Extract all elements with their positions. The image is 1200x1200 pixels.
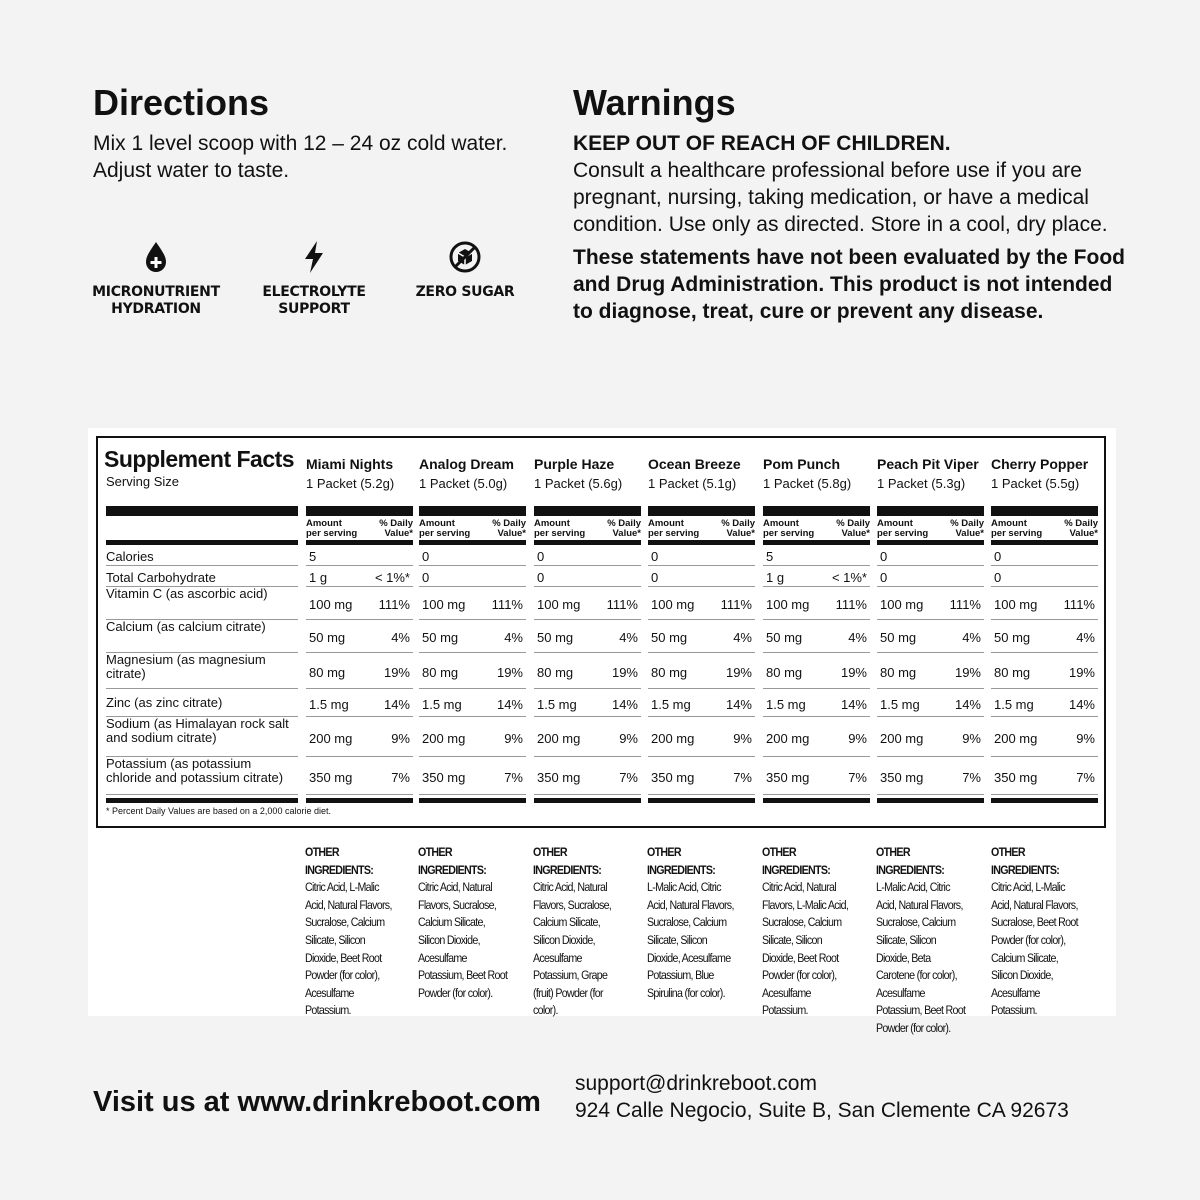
row-divider	[306, 794, 413, 795]
amount-value: 50 mg	[651, 630, 688, 645]
row-divider	[991, 652, 1098, 653]
amount-value: 350 mg	[766, 769, 810, 785]
row-divider	[763, 756, 870, 757]
droplet-plus-icon	[139, 240, 173, 274]
daily-value: < 1%*	[831, 569, 867, 585]
amount-value: 200 mg	[880, 730, 924, 746]
nutrient-label: Sodium (as Himalayan rock salt and sodium citrate)	[106, 716, 289, 745]
badge-label-line2: SUPPORT	[278, 301, 350, 317]
daily-value: 4%	[733, 630, 752, 645]
row-divider	[419, 565, 526, 566]
amount-value: 200 mg	[994, 730, 1038, 746]
amount-value: 350 mg	[651, 769, 695, 785]
amount-value: 80 mg	[309, 664, 346, 680]
daily-value: 14%	[383, 697, 410, 712]
thick-divider	[877, 506, 984, 516]
ingredients-heading: OTHER INGREDIENTS:	[305, 845, 374, 877]
daily-value-header: % Daily	[1064, 518, 1098, 529]
daily-value-header: % Daily	[950, 518, 984, 529]
row-divider	[877, 716, 984, 717]
serving-size-label: Serving Size	[106, 474, 179, 489]
amount-value: 80 mg	[651, 664, 688, 680]
amount-per-serving-header: Amount	[877, 518, 913, 529]
daily-value: 14%	[840, 697, 867, 712]
amount-per-serving-header: per serving	[763, 528, 815, 539]
lightning-bolt-icon	[297, 240, 331, 274]
nutrient-label: Calories	[106, 549, 154, 564]
nutrient-label: Magnesium (as magnesium citrate)	[106, 652, 266, 681]
product-serving-size: 1 Packet (5.0g)	[419, 476, 508, 491]
daily-value: 19%	[1068, 664, 1095, 680]
row-divider	[763, 565, 870, 566]
row-divider	[648, 619, 755, 620]
row-divider	[648, 716, 755, 717]
amount-value: 100 mg	[309, 597, 353, 612]
product-name: Miami Nights	[306, 456, 394, 472]
row-divider	[419, 619, 526, 620]
row-divider	[306, 586, 413, 587]
product-name: Ocean Breeze	[648, 456, 741, 472]
daily-value-header: % Daily	[607, 518, 641, 529]
daily-value: 111%	[491, 597, 523, 612]
amount-value: 80 mg	[537, 664, 574, 680]
amount-value: 5	[309, 548, 317, 564]
row-divider	[877, 756, 984, 757]
thick-divider	[306, 798, 413, 803]
amount-per-serving-header: Amount	[648, 518, 684, 529]
badge-label-line1: ZERO SUGAR	[415, 284, 515, 300]
thick-divider	[877, 540, 984, 545]
daily-value-header: % Daily	[492, 518, 526, 529]
product-name: Cherry Popper	[991, 456, 1089, 472]
daily-value: 9%	[391, 730, 410, 746]
daily-value: 9%	[962, 730, 981, 746]
daily-value: 9%	[848, 730, 867, 746]
ingredients-list	[647, 844, 740, 1002]
thick-divider	[106, 506, 298, 516]
daily-value-header: Value*	[384, 528, 413, 539]
row-divider	[534, 688, 641, 689]
row-divider	[106, 794, 298, 795]
footnote: * Percent Daily Values are based on a 2,000 calorie diet.	[106, 806, 331, 816]
amount-value: 200 mg	[422, 730, 466, 746]
daily-value: 111%	[606, 597, 638, 612]
nutrient-label: Total Carbohydrate	[106, 570, 216, 585]
thick-divider	[306, 540, 413, 545]
badge-electrolyte-support	[239, 240, 389, 318]
row-divider	[534, 586, 641, 587]
row-divider	[877, 688, 984, 689]
thick-divider	[534, 506, 641, 516]
daily-value: 19%	[611, 664, 638, 680]
thick-divider	[648, 798, 755, 803]
amount-value: 50 mg	[309, 630, 346, 645]
daily-value: 7%	[1076, 769, 1095, 785]
daily-value: 4%	[391, 630, 410, 645]
amount-value: 0	[651, 569, 659, 585]
row-divider	[763, 716, 870, 717]
amount-value: 1.5 mg	[651, 697, 691, 712]
nutrient-label: Potassium (as potassium chloride and potassium citrate)	[106, 756, 284, 785]
ingredients-text: L-Malic Acid, Citric Acid, Natural Flavors, Sucralose, Calcium Silicate, Silicon Dioxide, Acesulfame Potassium, Blue Spirulina (for color).	[647, 880, 734, 1000]
row-divider	[534, 652, 641, 653]
thick-divider	[991, 540, 1098, 545]
thick-divider	[534, 540, 641, 545]
product-name: Peach Pit Viper	[877, 456, 979, 472]
row-divider	[419, 756, 526, 757]
ingredients-text: Citric Acid, L-Malic Acid, Natural Flavors, Sucralose, Calcium Silicate, Silicon Dioxide, Beet Root Powder (for color), Acesulfame Potassium.	[305, 880, 392, 1018]
amount-per-serving-header: per serving	[419, 528, 471, 539]
visit-website-text: Visit us at www.drinkreboot.com	[93, 1086, 541, 1118]
badge-zero-sugar	[390, 240, 540, 301]
amount-value: 100 mg	[422, 597, 466, 612]
row-divider	[534, 794, 641, 795]
ingredients-list	[876, 844, 969, 1038]
row-divider	[763, 688, 870, 689]
daily-value: 7%	[733, 769, 752, 785]
consult-warning: Consult a healthcare professional before use if you are pregnant, nursing, taking medication, or have a medical condition. Use only as directed. Store in a cool, dry place.	[573, 159, 1108, 236]
amount-value: 100 mg	[880, 597, 924, 612]
daily-value: 19%	[840, 664, 867, 680]
nutrient-label: Zinc (as zinc citrate)	[106, 695, 223, 710]
directions-text: Mix 1 level scoop with 12 – 24 oz cold water. Adjust water to taste.	[93, 132, 508, 182]
row-divider	[648, 794, 755, 795]
row-divider	[419, 688, 526, 689]
amount-value: 200 mg	[766, 730, 810, 746]
fda-disclaimer: These statements have not been evaluated by the Food and Drug Administration. This product is not intended to diagnose, treat, cure or prevent any disease.	[573, 246, 1125, 323]
row-divider	[991, 756, 1098, 757]
daily-value: 19%	[496, 664, 523, 680]
amount-value: 350 mg	[994, 769, 1038, 785]
amount-value: 80 mg	[766, 664, 803, 680]
amount-value: 5	[766, 548, 774, 564]
daily-value: 111%	[1063, 597, 1095, 612]
badge-label-line2: HYDRATION	[111, 301, 201, 317]
daily-value: 4%	[962, 630, 981, 645]
row-divider	[763, 586, 870, 587]
supplement-facts-table	[96, 436, 1106, 828]
thick-divider	[106, 798, 298, 803]
directions-title: Directions	[93, 82, 270, 123]
row-divider	[306, 565, 413, 566]
row-divider	[991, 586, 1098, 587]
product-name: Analog Dream	[419, 456, 514, 472]
daily-value: < 1%*	[374, 569, 410, 585]
amount-value: 50 mg	[880, 630, 917, 645]
product-serving-size: 1 Packet (5.2g)	[306, 476, 395, 491]
thick-divider	[763, 506, 870, 516]
amount-value: 0	[537, 548, 545, 564]
ingredients-list	[991, 844, 1084, 1020]
row-divider	[534, 565, 641, 566]
amount-value: 1.5 mg	[537, 697, 577, 712]
badge-label-line1: MICRONUTRIENT	[92, 284, 220, 300]
daily-value-header: Value*	[612, 528, 641, 539]
warnings-title: Warnings	[573, 82, 736, 123]
row-divider	[306, 716, 413, 717]
daily-value: 14%	[1068, 697, 1095, 712]
daily-value: 19%	[725, 664, 752, 680]
product-serving-size: 1 Packet (5.5g)	[991, 476, 1080, 491]
amount-value: 200 mg	[309, 730, 353, 746]
amount-per-serving-header: per serving	[306, 528, 358, 539]
amount-per-serving-header: Amount	[991, 518, 1027, 529]
amount-value: 50 mg	[994, 630, 1031, 645]
ingredients-list	[305, 844, 398, 1020]
ingredients-heading: OTHER INGREDIENTS:	[876, 845, 945, 877]
amount-value: 1.5 mg	[309, 697, 349, 712]
amount-per-serving-header: per serving	[534, 528, 586, 539]
row-divider	[763, 794, 870, 795]
supplement-facts-title: Supplement Facts	[104, 446, 295, 472]
amount-per-serving-header: Amount	[306, 518, 342, 529]
row-divider	[877, 565, 984, 566]
row-divider	[106, 688, 298, 689]
amount-value: 350 mg	[537, 769, 581, 785]
amount-value: 1.5 mg	[880, 697, 920, 712]
daily-value: 111%	[949, 597, 981, 612]
daily-value: 7%	[504, 769, 523, 785]
row-divider	[763, 619, 870, 620]
amount-value: 80 mg	[880, 664, 917, 680]
row-divider	[763, 652, 870, 653]
daily-value: 14%	[611, 697, 638, 712]
daily-value: 14%	[496, 697, 523, 712]
amount-value: 100 mg	[651, 597, 695, 612]
daily-value: 4%	[1076, 630, 1095, 645]
daily-value: 7%	[848, 769, 867, 785]
ingredients-heading: OTHER INGREDIENTS:	[991, 845, 1060, 877]
row-divider	[877, 652, 984, 653]
thick-divider	[306, 506, 413, 516]
row-divider	[877, 619, 984, 620]
amount-value: 200 mg	[651, 730, 695, 746]
amount-value: 50 mg	[766, 630, 803, 645]
amount-value: 100 mg	[994, 597, 1038, 612]
row-divider	[534, 716, 641, 717]
daily-value-header: Value*	[1069, 528, 1098, 539]
row-divider	[534, 619, 641, 620]
amount-value: 350 mg	[880, 769, 924, 785]
keep-out-warning: KEEP OUT OF REACH OF CHILDREN.	[573, 132, 951, 155]
thick-divider	[648, 506, 755, 516]
ingredients-heading: OTHER INGREDIENTS:	[647, 845, 716, 877]
daily-value: 7%	[619, 769, 638, 785]
amount-value: 350 mg	[422, 769, 466, 785]
amount-value: 0	[880, 569, 888, 585]
ingredients-text: Citric Acid, Natural Flavors, Sucralose, Calcium Silicate, Silicon Dioxide, Acesulfame Potassium, Grape (fruit) Powder (for color).	[533, 880, 612, 1018]
row-divider	[877, 586, 984, 587]
daily-value: 7%	[391, 769, 410, 785]
amount-value: 1.5 mg	[422, 697, 462, 712]
thick-divider	[991, 798, 1098, 803]
row-divider	[106, 565, 298, 566]
product-name: Purple Haze	[534, 456, 615, 472]
daily-value: 14%	[725, 697, 752, 712]
row-divider	[877, 794, 984, 795]
amount-value: 50 mg	[537, 630, 574, 645]
row-divider	[419, 794, 526, 795]
product-serving-size: 1 Packet (5.3g)	[877, 476, 966, 491]
daily-value: 7%	[962, 769, 981, 785]
row-divider	[419, 652, 526, 653]
row-divider	[534, 756, 641, 757]
thick-divider	[106, 540, 298, 545]
ingredients-text: Citric Acid, Natural Flavors, Sucralose, Calcium Silicate, Silicon Dioxide, Acesulfame Potassium, Beet Root Powder (for color).	[418, 880, 508, 1000]
warnings-section	[573, 82, 1133, 325]
daily-value: 19%	[954, 664, 981, 680]
contact-info	[575, 1070, 1069, 1124]
row-divider	[306, 652, 413, 653]
daily-value: 111%	[720, 597, 752, 612]
daily-value-header: % Daily	[721, 518, 755, 529]
amount-value: 80 mg	[994, 664, 1031, 680]
row-divider	[419, 716, 526, 717]
thick-divider	[763, 540, 870, 545]
row-divider	[991, 565, 1098, 566]
amount-value: 0	[651, 548, 659, 564]
amount-value: 100 mg	[766, 597, 810, 612]
daily-value: 4%	[504, 630, 523, 645]
row-divider	[648, 565, 755, 566]
ingredients-heading: OTHER INGREDIENTS:	[418, 845, 487, 877]
amount-value: 100 mg	[537, 597, 581, 612]
row-divider	[648, 756, 755, 757]
row-divider	[991, 794, 1098, 795]
row-divider	[991, 619, 1098, 620]
badge-label-line1: ELECTROLYTE	[262, 284, 366, 300]
thick-divider	[991, 506, 1098, 516]
amount-per-serving-header: per serving	[877, 528, 929, 539]
nutrient-label: Vitamin C (as ascorbic acid)	[106, 586, 268, 601]
amount-per-serving-header: per serving	[648, 528, 700, 539]
daily-value-header: % Daily	[836, 518, 870, 529]
daily-value-header: Value*	[955, 528, 984, 539]
amount-per-serving-header: per serving	[991, 528, 1043, 539]
amount-value: 0	[880, 548, 888, 564]
row-divider	[419, 586, 526, 587]
daily-value: 111%	[835, 597, 867, 612]
daily-value: 9%	[504, 730, 523, 746]
daily-value: 9%	[619, 730, 638, 746]
amount-value: 0	[422, 569, 430, 585]
amount-value: 200 mg	[537, 730, 581, 746]
thick-divider	[763, 798, 870, 803]
daily-value: 9%	[1076, 730, 1095, 746]
daily-value-header: Value*	[726, 528, 755, 539]
amount-per-serving-header: Amount	[534, 518, 570, 529]
product-serving-size: 1 Packet (5.6g)	[534, 476, 623, 491]
amount-value: 0	[994, 548, 1002, 564]
amount-value: 0	[994, 569, 1002, 585]
ingredients-list	[533, 844, 626, 1020]
row-divider	[648, 586, 755, 587]
thick-divider	[648, 540, 755, 545]
amount-value: 1 g	[309, 569, 328, 585]
amount-value: 350 mg	[309, 769, 353, 785]
ingredients-heading: OTHER INGREDIENTS:	[762, 845, 831, 877]
product-serving-size: 1 Packet (5.8g)	[763, 476, 852, 491]
daily-value-header: % Daily	[379, 518, 413, 529]
row-divider	[648, 688, 755, 689]
ingredients-heading: OTHER INGREDIENTS:	[533, 845, 602, 877]
daily-value: 4%	[848, 630, 867, 645]
amount-value: 0	[537, 569, 545, 585]
thick-divider	[877, 798, 984, 803]
amount-value: 50 mg	[422, 630, 459, 645]
amount-value: 1.5 mg	[766, 697, 806, 712]
thick-divider	[419, 506, 526, 516]
daily-value: 111%	[378, 597, 410, 612]
amount-per-serving-header: Amount	[763, 518, 799, 529]
ingredients-list	[762, 844, 855, 1020]
thick-divider	[419, 540, 526, 545]
thick-divider	[534, 798, 641, 803]
row-divider	[991, 688, 1098, 689]
ingredients-text: Citric Acid, Natural Flavors, L-Malic Acid, Sucralose, Calcium Silicate, Silicon Dioxide, Beet Root Powder (for color), Acesulfame Potassium.	[762, 880, 849, 1018]
amount-value: 80 mg	[422, 664, 459, 680]
amount-value: 0	[422, 548, 430, 564]
sugar-cube-icon	[448, 240, 482, 274]
row-divider	[991, 716, 1098, 717]
product-name: Pom Punch	[763, 456, 841, 472]
row-divider	[306, 619, 413, 620]
amount-per-serving-header: Amount	[419, 518, 455, 529]
daily-value: 14%	[954, 697, 981, 712]
thick-divider	[419, 798, 526, 803]
product-serving-size: 1 Packet (5.1g)	[648, 476, 737, 491]
support-email: support@drinkreboot.com	[575, 1072, 817, 1095]
badge-micronutrient-hydration	[81, 240, 231, 318]
daily-value: 19%	[383, 664, 410, 680]
daily-value: 9%	[733, 730, 752, 746]
directions-section	[93, 82, 513, 184]
daily-value-header: Value*	[497, 528, 526, 539]
nutrient-label: Calcium (as calcium citrate)	[106, 619, 266, 634]
row-divider	[648, 652, 755, 653]
ingredients-list	[418, 844, 511, 1002]
row-divider	[306, 688, 413, 689]
row-divider	[306, 756, 413, 757]
ingredients-text: L-Malic Acid, Citric Acid, Natural Flavors, Sucralose, Calcium Silicate, Silicon Dioxide, Beta Carotene (for color), Acesulfame Potassium, Beet Root Powder (for color).	[876, 880, 966, 1035]
daily-value: 4%	[619, 630, 638, 645]
ingredients-text: Citric Acid, L-Malic Acid, Natural Flavors, Sucralose, Beet Root Powder (for color), Calcium Silicate, Silicon Dioxide, Acesulfame Potassium.	[991, 880, 1078, 1018]
amount-value: 1.5 mg	[994, 697, 1034, 712]
amount-value: 1 g	[766, 569, 785, 585]
company-address: 924 Calle Negocio, Suite B, San Clemente CA 92673	[575, 1099, 1069, 1122]
daily-value-header: Value*	[841, 528, 870, 539]
